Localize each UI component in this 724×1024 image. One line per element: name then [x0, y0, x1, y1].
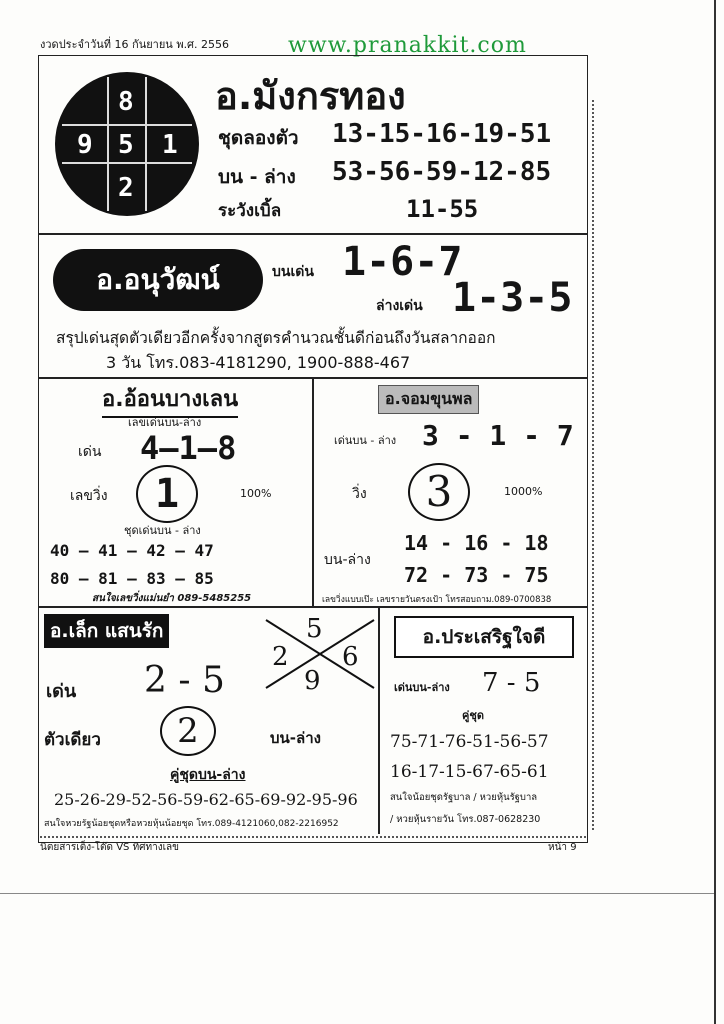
section-lek-saen-rak: [40, 608, 378, 834]
section3-lead-numbers: 4–1–8: [140, 429, 237, 467]
section4-run-label: วิ่ง: [352, 486, 367, 502]
section4-lead-label: เด่นบน - ล่าง: [334, 434, 397, 447]
right-dotted-rule: [592, 100, 594, 830]
section4-lead-numbers: 3 - 1 - 7: [422, 419, 574, 452]
section2-title: อ.อนุวัฒน์: [53, 249, 263, 311]
section-anuwat: [40, 235, 586, 377]
section5-title: อ.เล็ก แสนรัก: [44, 614, 169, 648]
footer-right: หน้า 9: [548, 842, 577, 853]
section4-row-2: 72 - 73 - 75: [404, 563, 549, 587]
section6-pair-label: คู่ชุด: [462, 709, 484, 722]
section-prasert-jaidee: [380, 608, 586, 834]
section3-run-percent: 100%: [240, 487, 272, 500]
section4-run-percent: 1000%: [504, 485, 543, 498]
date-line: งวดประจำวันที่ 16 กันยายน พ.ศ. 2556: [40, 38, 230, 51]
section6-lead-numbers: 7 - 5: [482, 668, 541, 698]
summary-line-1: สรุปเด่นสุดตัวเดียวอีกครั้งจากสูตรคำนวณชั้นดีก่อนถึงวันสลากออก: [56, 329, 496, 347]
section5-lead-label: เด่น: [46, 681, 77, 702]
cross-digit-right: 6: [342, 642, 359, 672]
section3-title: อ.อ้อนบางเลน: [102, 381, 238, 418]
section6-title: อ.ประเสริฐใจดี: [394, 616, 574, 658]
section5-pair-label: คู่ชุดบน-ล่าง: [170, 767, 246, 783]
wheel-digit-bottom: 2: [118, 173, 134, 203]
double-numbers: 11-55: [406, 195, 479, 223]
section5-single-label: ตัวเดียว: [44, 730, 101, 750]
section-on-bang-len: [40, 379, 312, 606]
set-label: ชุดลองตัว: [218, 127, 299, 149]
section5-contact: สนใจหวยรัฐน้อยชุดหรือหวยหุ้นน้อยชุด โทร.089-4121060,082-2216952: [44, 819, 339, 829]
double-label: ระวังเบิ้ล: [218, 201, 282, 221]
section6-contact-1: สนใจน้อยชุดรัฐบาล / หวยหุ้นรัฐบาล: [390, 792, 538, 803]
section4-title: อ.จอมขุนพล: [378, 385, 479, 414]
section1-title: อ.มังกรทอง: [215, 74, 406, 118]
section6-row-2: 16-17-15-67-65-61: [390, 762, 549, 782]
page-right-edge: [714, 0, 716, 1024]
section6-lead-label: เด่นบน-ล่าง: [394, 681, 450, 694]
page-bottom-edge: [0, 893, 714, 894]
section-mangkorn-thong: [40, 57, 586, 233]
section3-contact: สนใจเลขวิ่งแม่นยำ 089-5485255: [92, 593, 252, 604]
top-bottom-label: บน - ล่าง: [218, 166, 296, 188]
section3-run-circle: 1: [136, 465, 198, 523]
wheel-digit-left: 9: [77, 130, 93, 160]
section6-contact-2: / หวยหุ้นรายวัน โทร.087-0628230: [390, 814, 541, 825]
section5-single-circle: 2: [160, 706, 216, 756]
bottom-dotted-rule: [40, 836, 586, 838]
section5-pair-numbers: 25-26-29-52-56-59-62-65-69-92-95-96: [54, 790, 358, 809]
footer-left: นิตยสารเต็ง-โต๊ด VS ทิศทางเลข: [40, 842, 179, 853]
section6-row-1: 75-71-76-51-56-57: [390, 732, 549, 752]
section5-lead-numbers: 2 - 5: [144, 660, 225, 701]
section4-run-circle: 3: [408, 463, 470, 521]
top-bottom-numbers: 53-56-59-12-85: [332, 157, 552, 187]
section3-lead-label: เด่น: [78, 444, 102, 460]
section3-sub-label: เลขเด่นบน-ล่าง: [128, 416, 202, 429]
summary-line-2: 3 วัน โทร.083-4181290, 1900-888-467: [106, 353, 411, 372]
bottom-label: ล่างเด่น: [376, 298, 423, 314]
website-watermark: www.pranakkit.com: [288, 33, 527, 58]
section3-set-label: ชุดเด่นบน - ล่าง: [124, 524, 201, 537]
cross-digit-left: 2: [272, 642, 289, 672]
section-jom-khun-phon: [314, 379, 586, 606]
bottom-numbers: 1-3-5: [452, 275, 573, 321]
section3-row-1: 40 – 41 – 42 – 47: [50, 541, 214, 560]
section4-contact: เลขวิ่งแบบเป๊ะ เลขรายวันตรงเป้า โทรสอบถาม.089-0700838: [322, 595, 552, 605]
section4-top-bottom-label: บน-ล่าง: [324, 552, 371, 568]
top-numbers: 1-6-7: [342, 239, 463, 285]
section4-row-1: 14 - 16 - 18: [404, 531, 549, 555]
wheel-digit-right: 1: [162, 130, 178, 160]
wheel-digit-center: 5: [118, 130, 134, 160]
section3-run-label: เลขวิ่ง: [70, 488, 108, 504]
top-label: บนเด่น: [272, 264, 314, 280]
section3-row-2: 80 – 81 – 83 – 85: [50, 569, 214, 588]
section5-top-bottom-label: บน-ล่าง: [270, 729, 321, 747]
wheel-digit-top: 8: [118, 87, 134, 117]
set-numbers: 13-15-16-19-51: [332, 119, 552, 149]
cross-digit-top: 5: [306, 614, 323, 644]
cross-digit-bottom: 9: [304, 666, 321, 696]
